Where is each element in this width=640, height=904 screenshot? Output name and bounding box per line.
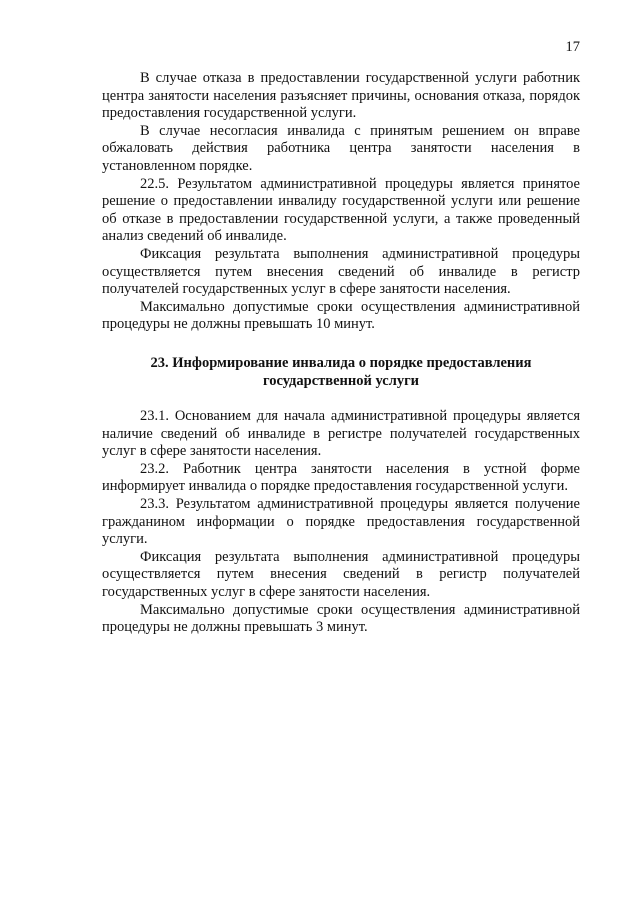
section-23-heading-line-2: государственной услуги: [262, 372, 420, 389]
paragraph-23-1-basis: 23.1. Основанием для начала административной процедуры является наличие сведений об инвалиде в регистре получателей государственных услуг в сфере занятости населения.: [102, 408, 580, 460]
page-number: 17: [565, 39, 580, 55]
paragraph-23-2-informing: 23.2. Работник центра занятости населения в устной форме информирует инвалида о порядке предоставления государственной услуги.: [102, 460, 580, 495]
paragraph-22-result-recording: Фиксация результата выполнения административной процедуры осуществляется путем внесения сведений об инвалиде в регистр получателей государственных услуг в сфере занятости населения.: [102, 245, 580, 298]
section-23-heading-line-1: 23. Информирование инвалида о порядке предоставления: [150, 354, 532, 371]
paragraph-23-max-duration: Максимально допустимые сроки осуществления административной процедуры не должны превышать 3 минут.: [102, 601, 580, 636]
section-23-heading: [102, 355, 580, 390]
paragraph-23-3-result: 23.3. Результатом административной процедуры является получение гражданином информации о порядке предоставления государственной услуги.: [102, 496, 580, 548]
paragraph-22-5-result: 22.5. Результатом административной процедуры является принятое решение о предоставлении инвалиду государственной услуги или решение об отказе в предоставлении государственной услуги, а также проведенный анализ сведений об инвалиде.: [102, 175, 580, 245]
paragraph-23-result-recording: Фиксация результата выполнения административной процедуры осуществляется путем внесения сведений в регистр получателей государственных услуг в сфере занятости населения.: [102, 548, 580, 601]
paragraph-22-max-duration: Максимально допустимые сроки осуществления административной процедуры не должны превышать 10 минут.: [102, 298, 580, 333]
document-body: [102, 70, 580, 637]
paragraph-refusal-explanation: В случае отказа в предоставлении государственной услуги работник центра занятости населения разъясняет причины, основания отказа, порядок предоставления государственной услуги.: [102, 70, 580, 122]
paragraph-appeal-right: В случае несогласия инвалида с принятым решением он вправе обжаловать действия работника центра занятости населения в установленном порядке.: [102, 122, 580, 174]
